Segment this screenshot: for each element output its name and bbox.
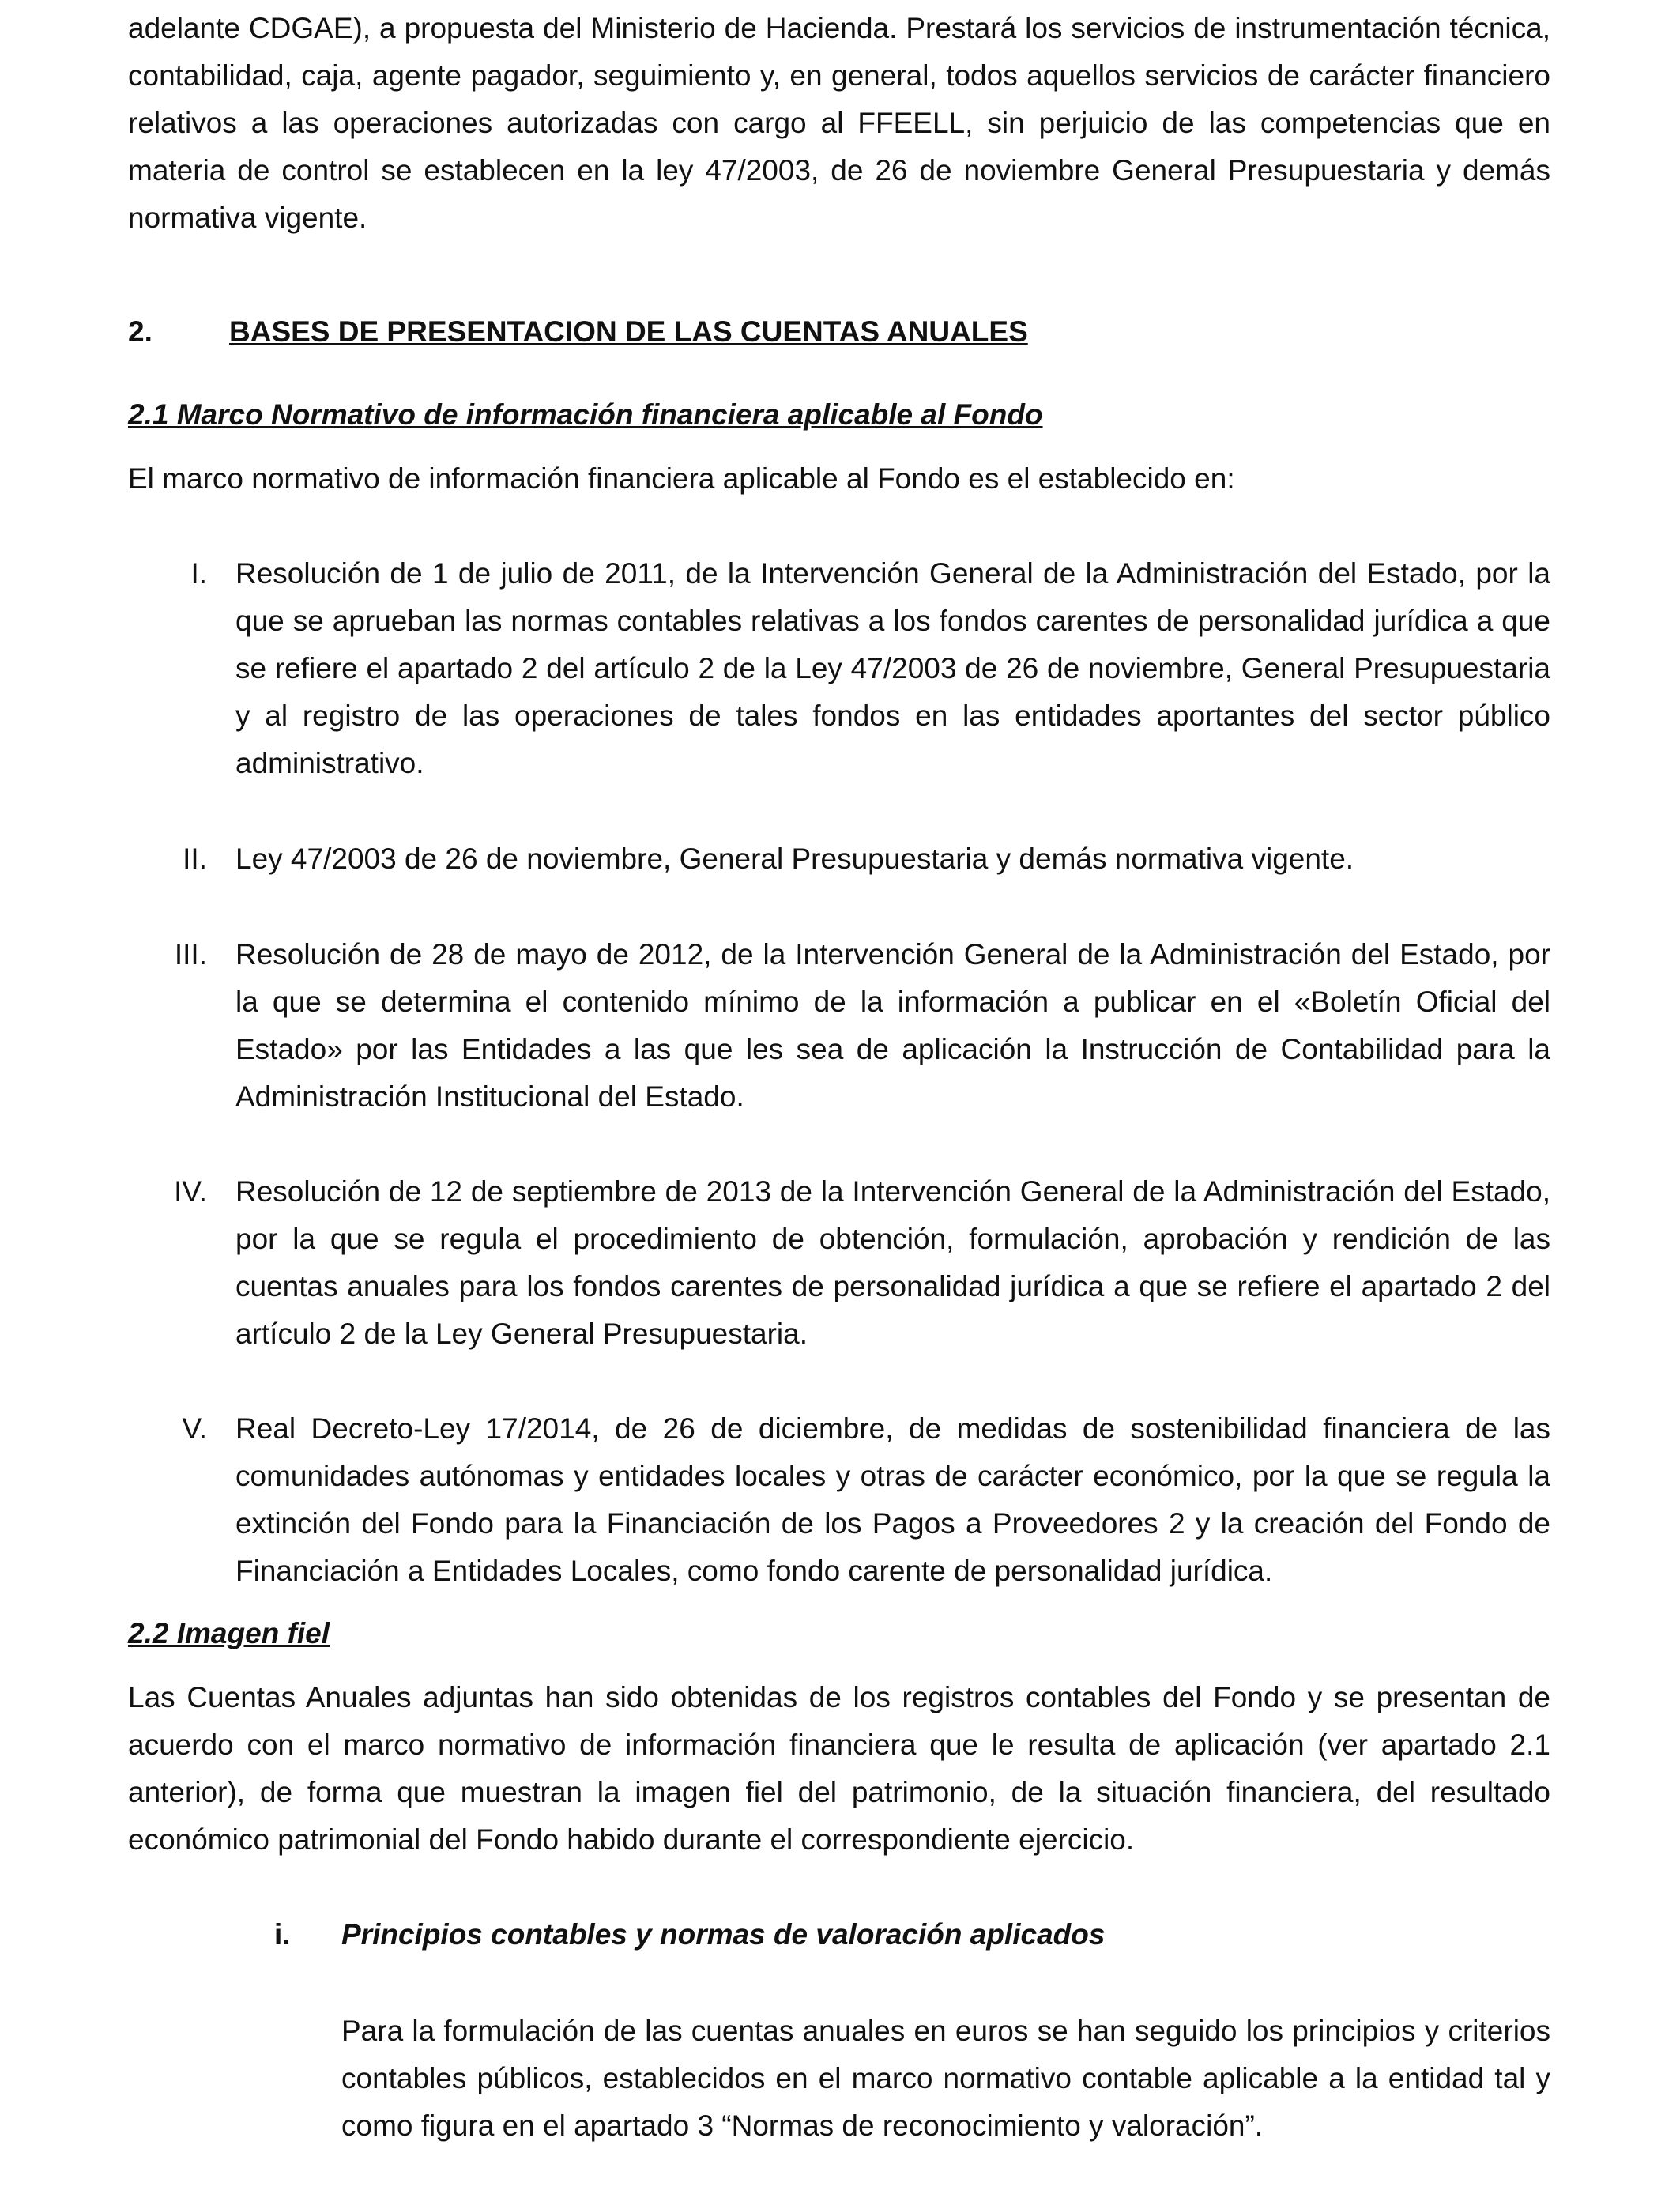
list-item-text: Resolución de 1 de julio de 2011, de la Intervención General de la Administración del Estado, por la que se aprueban las normas contables relativas a los fondos carentes de personalidad jurídica a que se refiere el apartado 2 del artículo 2 de la Ley 47/2003 de 26 de noviembre, General Presupuestaria y al registro de las operaciones de tales fondos en las entidades aportantes del sector público administrativo. — [235, 557, 1550, 779]
section-2-1-heading — [128, 391, 1550, 439]
intro-paragraph-block — [128, 5, 1550, 242]
section-2-number: 2. — [128, 315, 153, 348]
section-2-2-heading — [128, 1610, 1550, 1657]
list-item-numeral: II. — [183, 843, 207, 875]
list-item-text: Resolución de 28 de mayo de 2012, de la Intervención General de la Administración del Estado, por la que se determina el contenido mínimo de la información a publicar en el «Boletín Oficial del Estado» por las Entidades a las que les sea de aplicación la Instrucción de Contabilidad para la Administración Institucional del Estado. — [235, 938, 1550, 1113]
section-2-2-paragraph-block — [128, 1674, 1550, 1864]
section-2-title: BASES DE PRESENTACION DE LAS CUENTAS ANUALES — [229, 315, 1028, 348]
subsection-paragraph-block — [341, 2007, 1550, 2150]
subsection-numeral: i. — [274, 1918, 291, 1951]
list-item-numeral: V. — [182, 1412, 207, 1445]
list-item-text: Ley 47/2003 de 26 de noviembre, General Presupuestaria y demás normativa vigente. — [235, 843, 1354, 875]
subsection-paragraph: Para la formulación de las cuentas anuales en euros se han seguido los principios y criterios contables públicos, establecidos en el marco normativo contable aplicable a la entidad tal y como figura en el apartado 3 “Normas de reconocimiento y valoración”. — [341, 2015, 1550, 2142]
section-2-2-title: 2.2 Imagen fiel — [128, 1617, 330, 1649]
list-item-text: Real Decreto-Ley 17/2014, de 26 de diciembre, de medidas de sostenibilidad financiera de las comunidades autónomas y entidades locales y otras de carácter económico, por la que se regula la extinción del Fondo para la Financiación de los Pagos a Proveedores 2 y la creación del Fondo de Financiación a Entidades Locales, como fondo carente de personalidad jurídica. — [235, 1412, 1550, 1587]
intro-paragraph: adelante CDGAE), a propuesta del Ministerio de Hacienda. Prestará los servicios de instrumentación técnica, contabilidad, caja, agente pagador, seguimiento y, en general, todos aquellos servicios de carácter financiero relativos a las operaciones autorizadas con cargo al FFEELL, sin perjuicio de las competencias que en materia de control se establecen en la ley 47/2003, de 26 de noviembre General Presupuestaria y demás normativa vigente. — [128, 12, 1550, 234]
section-2-2-paragraph: Las Cuentas Anuales adjuntas han sido obtenidas de los registros contables del Fondo y se presentan de acuerdo con el marco normativo de información financiera que le resulta de aplicación (ver apartado 2.1 anterior), de forma que muestran la imagen fiel del patrimonio, de la situación financiera, del resultado económico patrimonial del Fondo habido durante el correspondiente ejercicio. — [128, 1681, 1550, 1856]
list-item-numeral: I. — [190, 557, 207, 590]
list-item-numeral: III. — [174, 938, 207, 971]
section-2-1-title: 2.1 Marco Normativo de información financiera aplicable al Fondo — [128, 398, 1043, 431]
section-2-heading — [128, 308, 1550, 356]
subsection-title: Principios contables y normas de valoración aplicados — [341, 1918, 1106, 1951]
section-2-1-intro: El marco normativo de información financiera aplicable al Fondo es el establecido en: — [128, 462, 1235, 495]
section-2-1-intro-block — [128, 455, 1550, 503]
list-item-text: Resolución de 12 de septiembre de 2013 de la Intervención General de la Administración del Estado, por la que se regula el procedimiento de obtención, formulación, aprobación y rendición de las cuentas anuales para los fondos carentes de personalidad jurídica a que se refiere el apartado 2 del artículo 2 de la Ley General Presupuestaria. — [235, 1175, 1550, 1350]
list-item-numeral: IV. — [174, 1175, 207, 1208]
